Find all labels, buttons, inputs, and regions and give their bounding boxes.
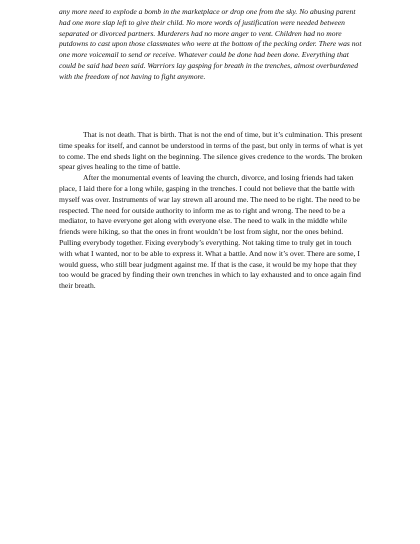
- paragraph-2: After the monumental events of leaving the church, divorce, and losing friends had taken place, I laid there for a long while, gasping in the trenches. I could not believe that the battle with myself was over. Instruments of war lay strewn all around me. The need to be right. The need to be respected. The need for outside authority to inform me as to right and wrong. The need to be a mediator, to have everyone get along with everyone else. The need to walk in the middle while friends were hiking, so that the ones in front wouldn’t be lost from sight, nor the ones behind. Pulling everybody together. Fixing everybody’s everything. Not taking time to truly get in touch with what I wanted, nor to be able to express it. What a battle. And now it’s over. There are some, I would guess, who still bear judgment against me. If that is the case, it would be my hope that they too would be graced by finding their own trenches in which to lay exhausted and to once again find their breath.: [59, 173, 361, 291]
- body-text: [59, 130, 365, 292]
- paragraph-1: That is not death. That is birth. That is not the end of time, but it’s culmination. This present time speaks for itself, and cannot be understood in terms of the past, but only in terms of what is yet to come. The end sheds light on the beginning. The silence gives credence to the words. The broken spear gives healing to the time of battle.: [59, 130, 363, 172]
- italic-passage: any more need to explode a bomb in the marketplace or drop one from the sky. No abusing parent had one more slap left to give their child. No more words of justification were needed between separated or divorced partners. Murderers had no more anger to vent. Children had no more putdowns to cast upon those classmates who were at the bottom of the pecking order. There was not one more voicemail to send or receive. Whatever could be done had been done. Everything that could be said had been said. Warriors lay gasping for breath in the trenches, almost overburdened with the freedom of not having to fight anymore.: [59, 7, 362, 81]
